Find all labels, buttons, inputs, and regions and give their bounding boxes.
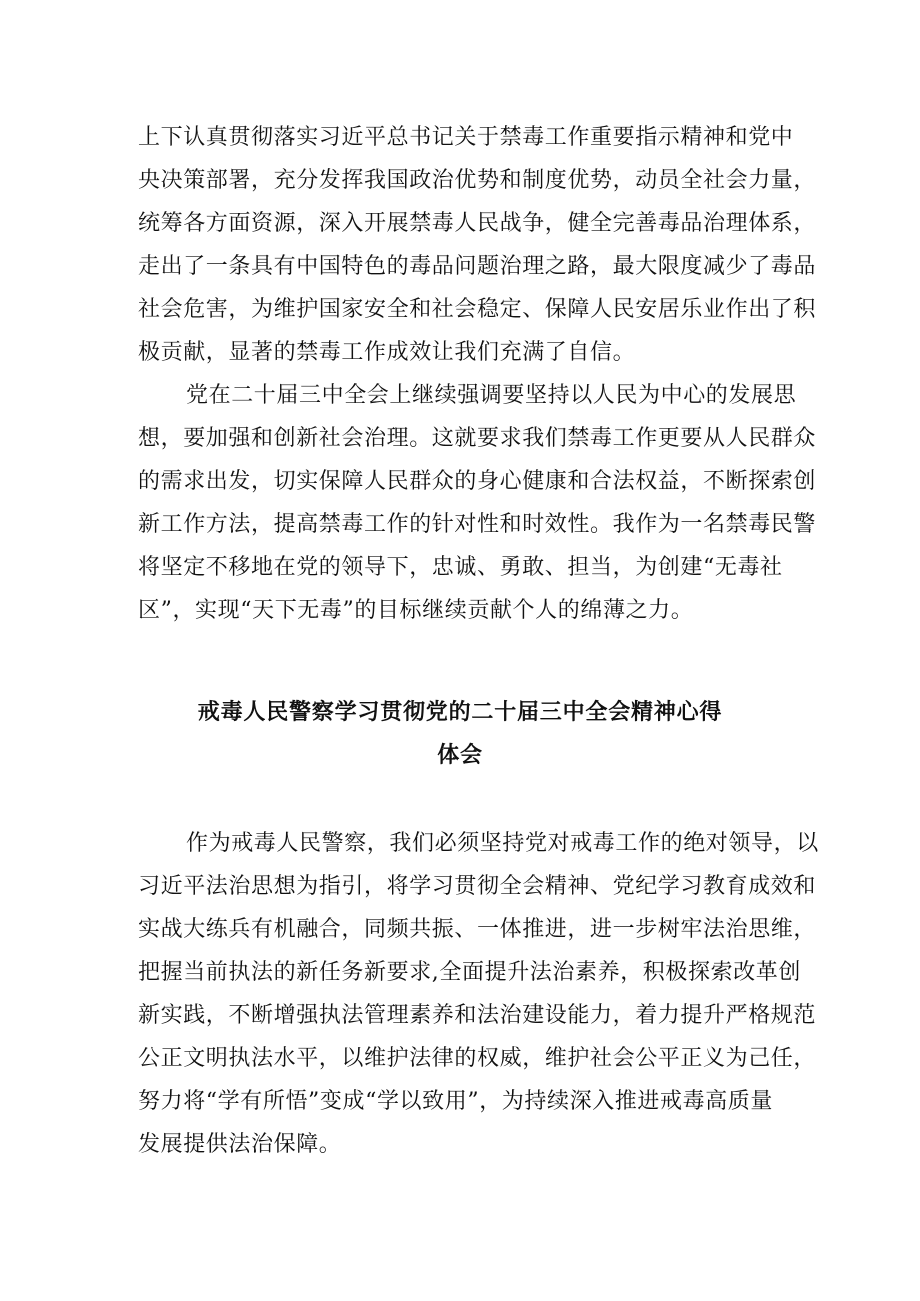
section-title-line: 戒毒人民警察学习贯彻党的二十届三中全会精神心得 — [197, 699, 723, 725]
paragraph-line: 作为戒毒人民警察，我们必须坚持党对戒毒工作的绝对领导，以 — [186, 831, 819, 856]
paragraph-line: 区”，实现“天下无毒”的目标继续贡献个人的绵薄之力。 — [138, 598, 694, 623]
paragraph-line: 新工作方法，提高禁毒工作的针对性和时效性。我作为一名禁毒民警 — [138, 512, 817, 537]
paragraph-line: 公正文明执法水平，以维护法律的权威，维护社会公平正义为己任， — [138, 1046, 817, 1071]
paragraph-line: 极贡献，显著的禁毒工作成效让我们充满了自信。 — [138, 340, 636, 365]
paragraph-line: 把握当前执法的新任务新要求,全面提升法治素养，积极探索改革创 — [138, 960, 801, 985]
paragraph-line: 努力将“学有所悟”变成“学以致用”，为持续深入推进戒毒高质量 — [138, 1089, 773, 1114]
paragraph-line: 走出了一条具有中国特色的毒品问题治理之路，最大限度减少了毒品 — [138, 254, 817, 279]
paragraph-line: 实战大练兵有机融合，同频共振、一体推进，进一步树牢法治思维， — [138, 917, 817, 942]
section-title-line: 体会 — [437, 742, 483, 768]
paragraph-line: 统筹各方面资源，深入开展禁毒人民战争，健全完善毒品治理体系， — [138, 211, 817, 236]
paragraph-line: 社会危害，为维护国家安全和社会稳定、保障人民安居乐业作出了积 — [138, 297, 817, 322]
paragraph-line: 新实践，不断增强执法管理素养和法治建设能力，着力提升严格规范 — [138, 1003, 817, 1028]
paragraph-line: 的需求出发，切实保障人民群众的身心健康和合法权益，不断探索创 — [138, 469, 817, 494]
paragraph-line: 党在二十届三中全会上继续强调要坚持以人民为中心的发展思 — [186, 383, 797, 408]
paragraph-line: 想，要加强和创新社会治理。这就要求我们禁毒工作更要从人民群众 — [138, 426, 817, 451]
paragraph-line: 发展提供法治保障。 — [138, 1132, 342, 1157]
paragraph-line: 央决策部署，充分发挥我国政治优势和制度优势，动员全社会力量， — [138, 168, 817, 193]
paragraph-line: 习近平法治思想为指引，将学习贯彻全会精神、党纪学习教育成效和 — [138, 874, 817, 899]
paragraph-line: 将坚定不移地在党的领导下，忠诚、勇敢、担当，为创建“无毒社 — [138, 555, 783, 580]
paragraph-line: 上下认真贯彻落实习近平总书记关于禁毒工作重要指示精神和党中 — [138, 125, 794, 150]
